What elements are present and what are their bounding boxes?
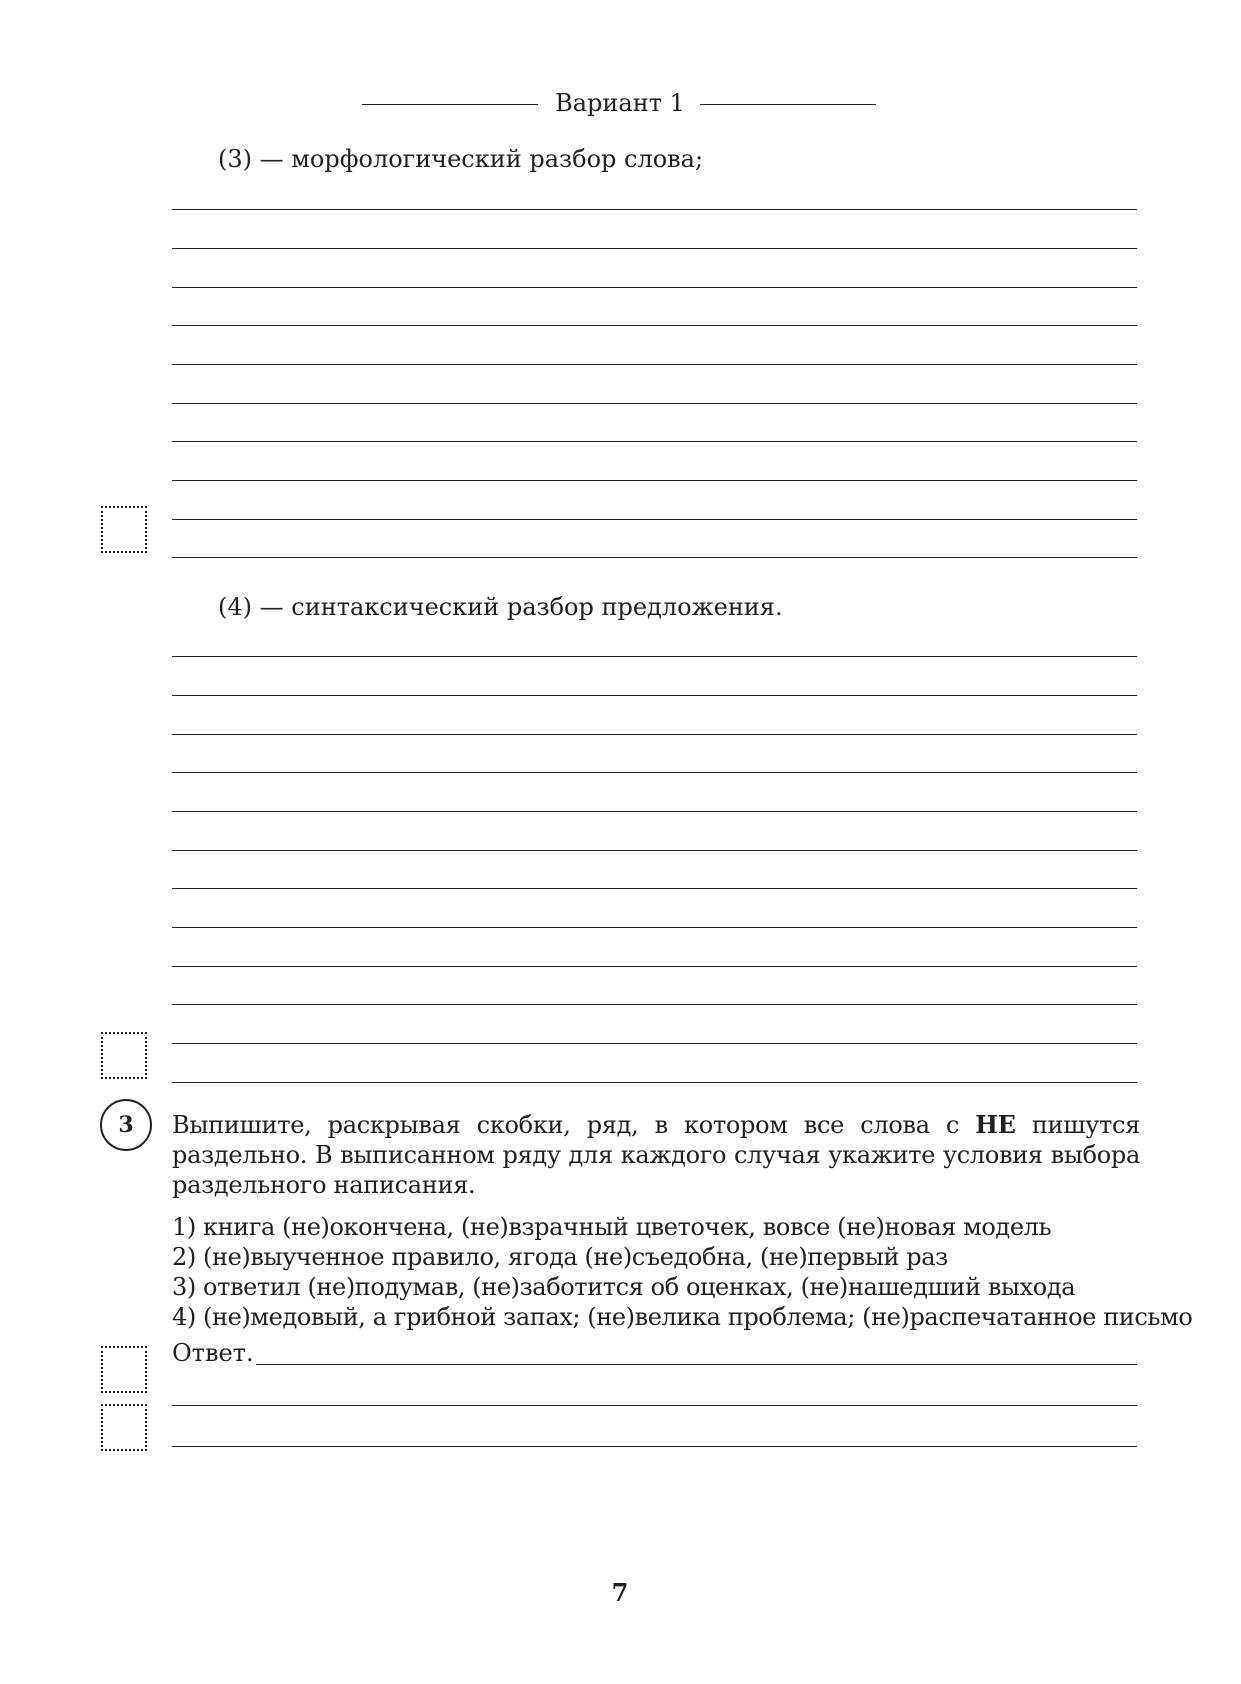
task-question <box>172 1110 1140 1200</box>
header-rule-left <box>362 104 538 105</box>
task-question-text-start: Выпишите, раскрывая скобки, ряд, в котором все слова с <box>172 1111 976 1139</box>
writing-line[interactable] <box>172 966 1137 967</box>
answer-line[interactable] <box>256 1364 1137 1365</box>
morphology-task-title: (3) — морфологический разбор слова; <box>218 145 704 173</box>
task-question-text-end: пишутся раздельно. В выписанном ряду для каждого случая укажите условия выбора раздельного написания. <box>172 1111 1141 1199</box>
writing-line[interactable] <box>172 441 1137 442</box>
writing-line[interactable] <box>172 364 1137 365</box>
writing-line[interactable] <box>172 209 1137 210</box>
writing-line[interactable] <box>172 1446 1137 1447</box>
writing-line[interactable] <box>172 1004 1137 1005</box>
score-box-answer-2[interactable] <box>101 1404 147 1451</box>
page-number: 7 <box>611 1578 629 1607</box>
writing-line[interactable] <box>172 850 1137 851</box>
writing-line[interactable] <box>172 403 1137 404</box>
answer-option-1: 1) книга (не)окончена, (не)взрачный цветочек, вовсе (не)новая модель <box>172 1213 1052 1241</box>
writing-line[interactable] <box>172 1405 1137 1406</box>
writing-line[interactable] <box>172 519 1137 520</box>
writing-line[interactable] <box>172 480 1137 481</box>
writing-line[interactable] <box>172 557 1137 558</box>
answer-option-2: 2) (не)выученное правило, ягода (не)съедобна, (не)первый раз <box>172 1243 948 1271</box>
writing-line[interactable] <box>172 1043 1137 1044</box>
page-header-title: Вариант 1 <box>555 89 685 117</box>
score-box-syntax[interactable] <box>101 1032 147 1079</box>
score-box-morphology[interactable] <box>101 506 147 553</box>
answer-option-4: 4) (не)медовый, а грибной запах; (не)велика проблема; (не)распечатанное письмо <box>172 1303 1193 1331</box>
task-number-badge: 3 <box>100 1099 152 1151</box>
answer-option-3: 3) ответил (не)подумав, (не)заботится об оценках, (не)нашедший выхода <box>172 1273 1076 1301</box>
writing-line[interactable] <box>172 888 1137 889</box>
writing-line[interactable] <box>172 656 1137 657</box>
writing-line[interactable] <box>172 734 1137 735</box>
writing-line[interactable] <box>172 772 1137 773</box>
answer-label: Ответ. <box>172 1339 254 1367</box>
writing-line[interactable] <box>172 811 1137 812</box>
syntax-task-title: (4) — синтаксический разбор предложения. <box>218 593 783 621</box>
header-rule-right <box>700 104 876 105</box>
writing-line[interactable] <box>172 927 1137 928</box>
writing-line[interactable] <box>172 1082 1137 1083</box>
task-question-emphasis: НЕ <box>975 1110 1016 1139</box>
writing-line[interactable] <box>172 248 1137 249</box>
writing-line[interactable] <box>172 287 1137 288</box>
writing-line[interactable] <box>172 325 1137 326</box>
writing-line[interactable] <box>172 695 1137 696</box>
score-box-answer-1[interactable] <box>101 1346 147 1393</box>
